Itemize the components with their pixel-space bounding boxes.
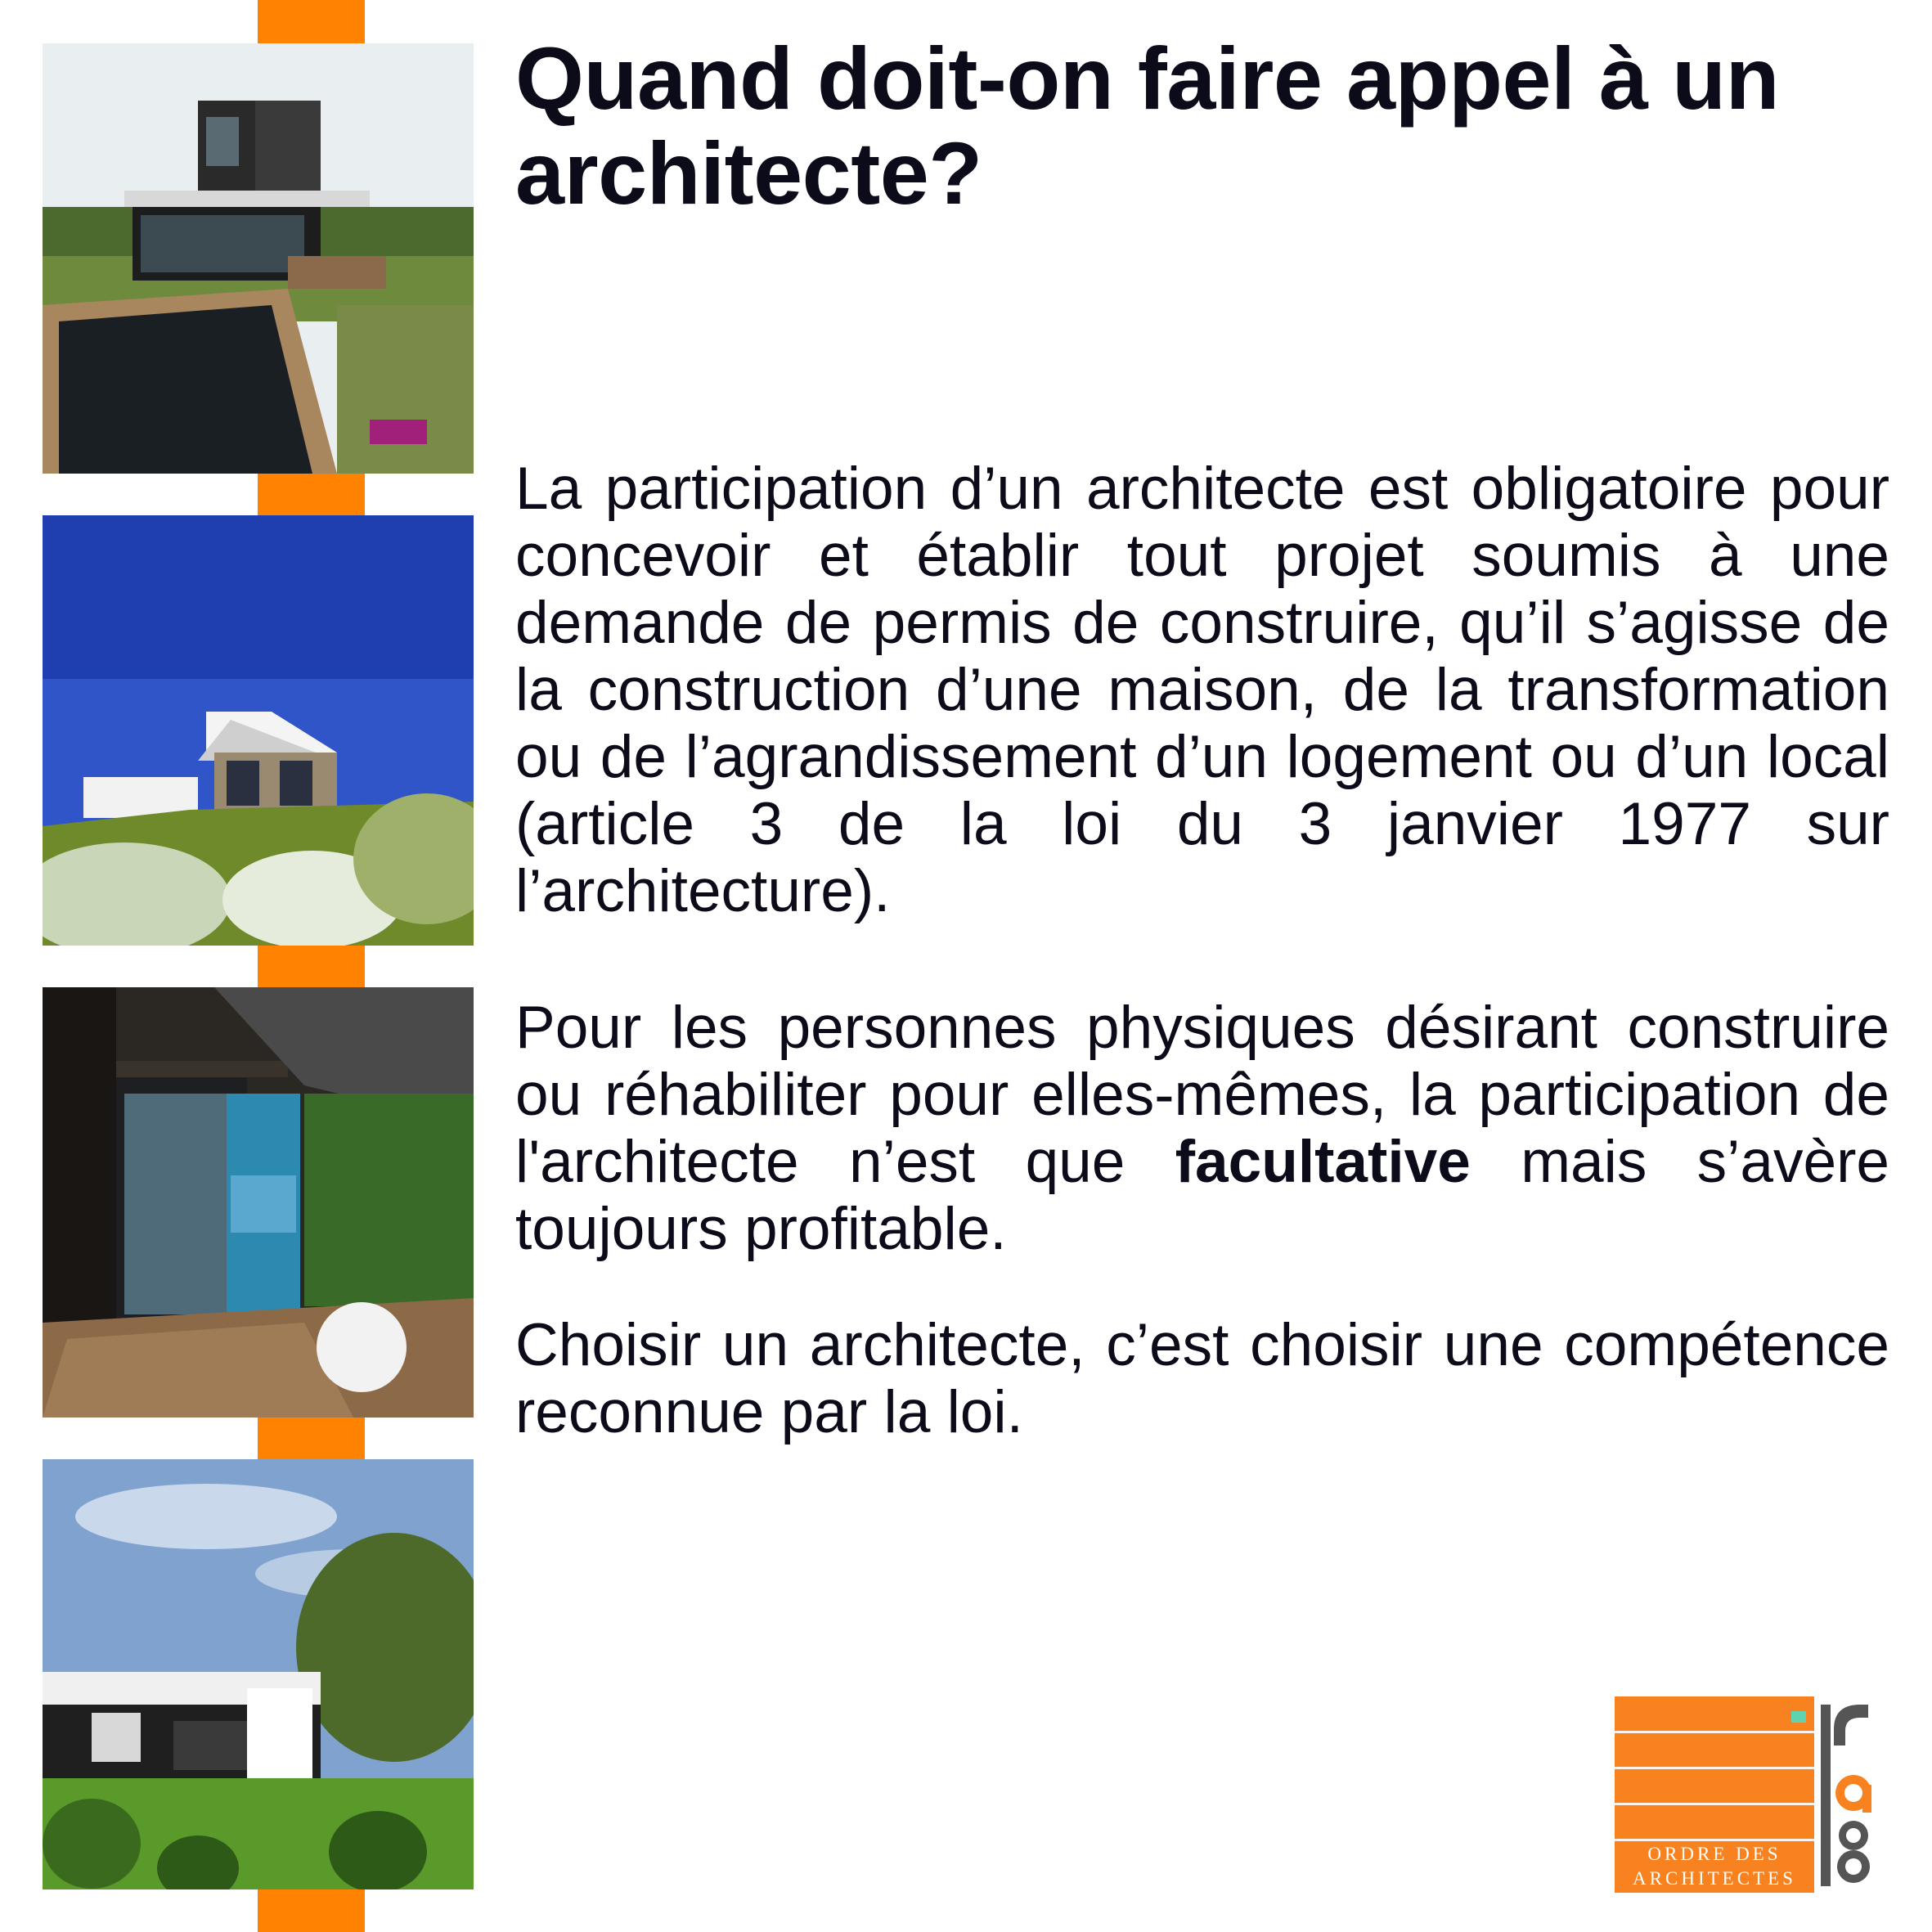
paragraph-facultative-end: mais s’avère toujours profitable. <box>515 1129 1890 1262</box>
photo-terrace-pergola <box>43 987 474 1418</box>
logo-text-line2: ARCHITECTES <box>1633 1868 1796 1889</box>
paragraph-facultative <box>515 995 1889 1263</box>
logo-line <box>1615 1803 1814 1805</box>
ordre-des-architectes-logo <box>1615 1696 1876 1893</box>
facultative-emphasis: facultative <box>1175 1129 1471 1195</box>
fat-monogram-icon <box>1817 1696 1876 1893</box>
photo-house-blue-sky <box>43 515 474 946</box>
paragraph-facultative-start: Pour les personnes physiques désirant construire ou réhabiliter pour elles-mêmes, la participation de l'architecte n’est que <box>515 995 1889 1195</box>
photo-modern-house-pool <box>43 43 474 474</box>
logo-green-square <box>1791 1711 1806 1723</box>
logo-line <box>1615 1731 1814 1733</box>
logo-text-line1: ORDRE DES <box>1647 1844 1781 1864</box>
paragraph-obligation: La participation d’un architecte est obligatoire pour concevoir et établir tout projet soumis à une demande de permis de construire, qu’il s’agisse de la construction d’une maison, de la transformation ou de l’agrandissement d’un logement ou d’un local (article 3 de la loi du 3 janvier 1977 sur l’architecture). <box>515 456 1889 924</box>
logo-line <box>1615 1839 1814 1841</box>
paragraph-competence: Choisir un architecte, c’est choisir une compétence reconnue par la loi. <box>515 1312 1889 1445</box>
page-title: Quand doit-on faire appel à un architecte? <box>515 29 1780 222</box>
logo-line <box>1615 1767 1814 1769</box>
photo-house-render <box>43 1459 474 1889</box>
